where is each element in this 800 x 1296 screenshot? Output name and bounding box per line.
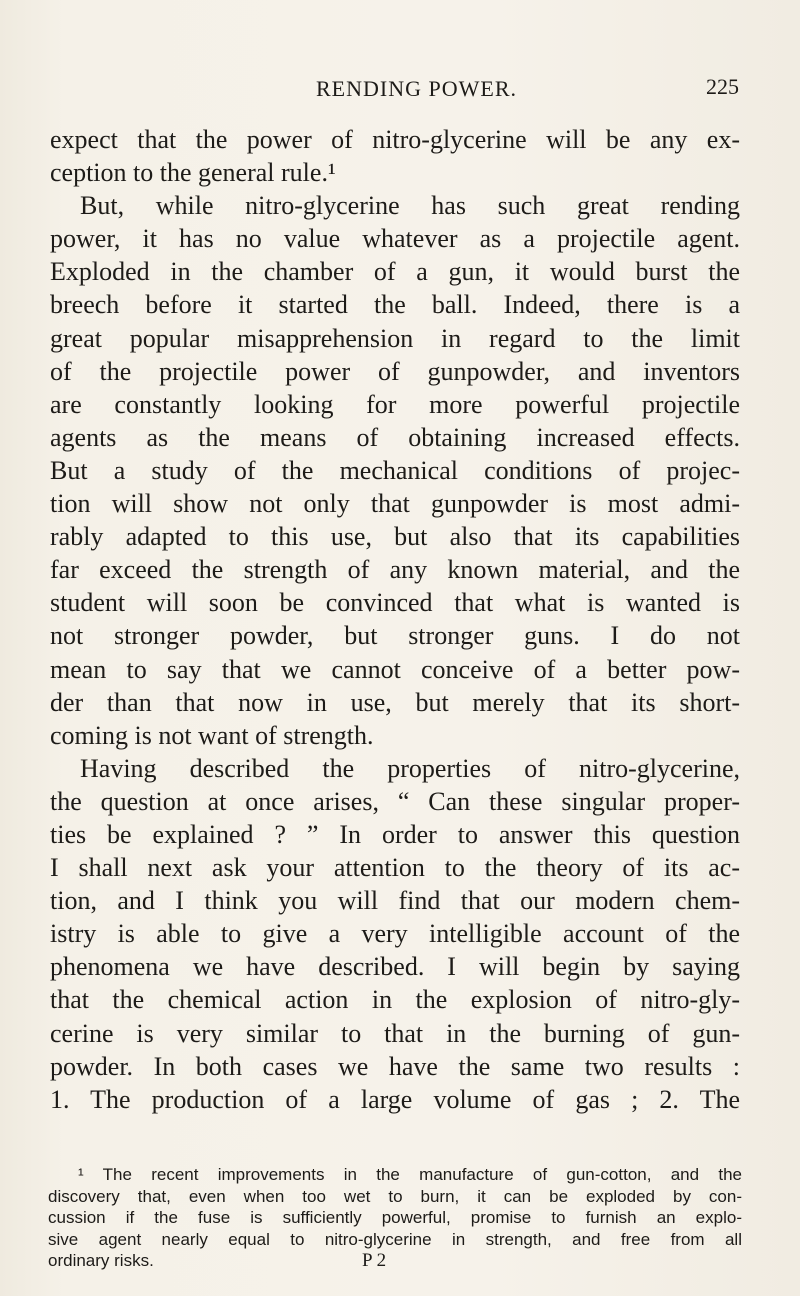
text-line: 1. The production of a large volume of gas ; 2. The	[50, 1084, 740, 1114]
text-line: powder. In both cases we have the same two results :	[50, 1051, 740, 1081]
text-line: power, it has no value whatever as a projectile agent.	[50, 224, 740, 254]
running-header: RENDING POWER.	[316, 76, 517, 101]
text-line: are constantly looking for more powerful projectile	[50, 389, 740, 419]
footnote-line: discovery that, even when too wet to burn, it can be exploded by con-	[48, 1186, 742, 1206]
text-line: tion, and I think you will find that our modern chem-	[50, 886, 740, 916]
text-line: the question at once arises, “ Can these singular proper-	[50, 786, 740, 816]
text-line: cerine is very similar to that in the burning of gun-	[50, 1018, 740, 1048]
page-number: 225	[706, 74, 739, 99]
text-line: breech before it started the ball. Indeed, there is a	[50, 290, 740, 320]
signature-mark: P 2	[362, 1250, 387, 1271]
text-line: expect that the power of nitro-glycerine will be any ex-	[50, 125, 740, 154]
text-line: der than that now in use, but merely that its short-	[50, 687, 740, 717]
text-line: Having described the properties of nitro-glycerine,	[80, 753, 740, 783]
text-line: rably adapted to this use, but also that its capabilities	[50, 522, 740, 552]
text-line: But a study of the mechanical conditions of projec-	[50, 455, 740, 485]
text-line: that the chemical action in the explosion of nitro-gly-	[50, 985, 740, 1015]
text-line: tion will show not only that gunpowder is most admi-	[50, 489, 740, 519]
footnote-line: ¹ The recent improvements in the manufacture of gun-cotton, and the	[78, 1165, 742, 1184]
text-line: ties be explained ? ” In order to answer this question	[50, 819, 740, 849]
text-line: far exceed the strength of any known material, and the	[50, 555, 740, 585]
text-line: ception to the general rule.¹	[50, 158, 336, 188]
text-line: great popular misapprehension in regard to the limit	[50, 323, 740, 353]
footnote-line: cussion if the fuse is sufficiently powerful, promise to furnish an explo-	[48, 1208, 742, 1227]
text-line: phenomena we have described. I will begin by saying	[50, 952, 740, 982]
text-line: of the projectile power of gunpowder, and inventors	[50, 356, 740, 386]
text-line: agents as the means of obtaining increased effects.	[50, 422, 740, 452]
text-line: mean to say that we cannot conceive of a better pow-	[50, 654, 740, 684]
text-line: I shall next ask your attention to the theory of its ac-	[50, 853, 740, 883]
text-line: But, while nitro-glycerine has such great rending	[80, 191, 740, 221]
text-line: istry is able to give a very intelligible account of the	[50, 919, 740, 949]
text-line: not stronger powder, but stronger guns. I do not	[50, 621, 740, 651]
footnote	[48, 1164, 742, 1272]
footnote-line: ordinary risks.	[48, 1251, 154, 1270]
text-line: Exploded in the chamber of a gun, it would burst the	[50, 257, 740, 287]
body-text	[50, 123, 740, 1116]
footnote-line: sive agent nearly equal to nitro-glycerine in strength, and free from all	[48, 1229, 742, 1249]
text-line: coming is not want of strength.	[50, 720, 374, 750]
text-line: student will soon be convinced that what is wanted is	[50, 588, 740, 618]
